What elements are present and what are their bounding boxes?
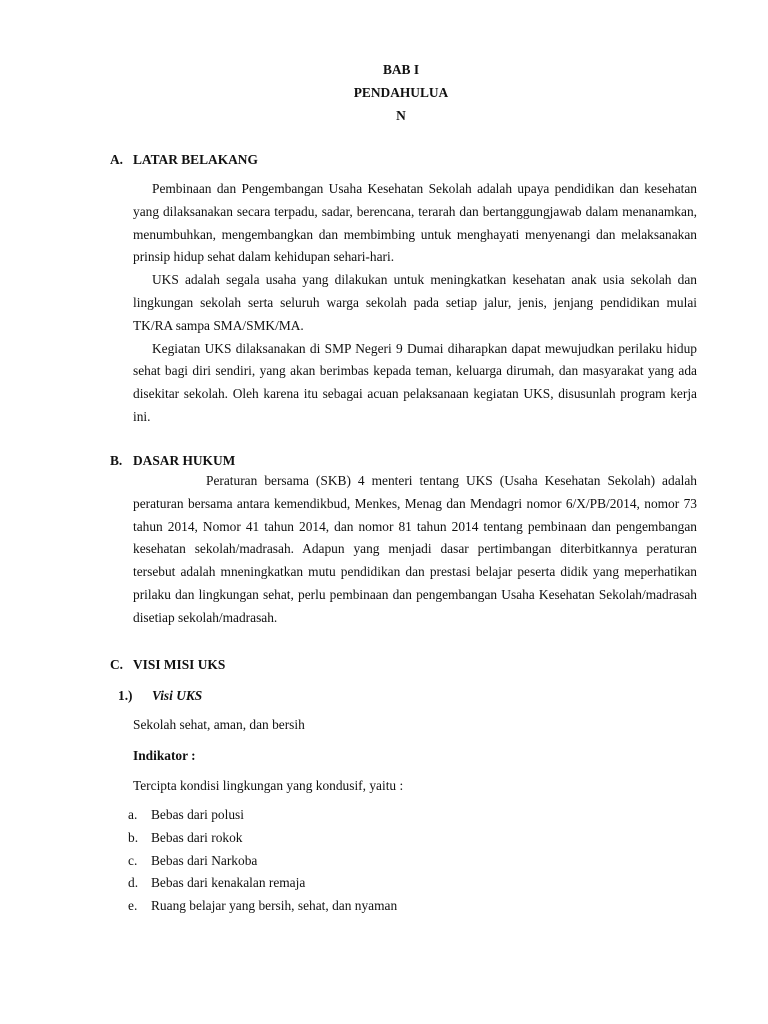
chapter-title-line-1: BAB I	[382, 62, 420, 77]
chapter-title-line-2: PENDAHULUA	[353, 85, 449, 100]
list-item	[128, 850, 397, 873]
section-b-letter: B.	[110, 453, 123, 468]
list-item-letter: e.	[128, 898, 138, 914]
section-a-letter: A.	[110, 152, 124, 167]
visi-number: 1.)	[118, 688, 133, 703]
section-a-paragraph-1: Pembinaan dan Pengembangan Usaha Kesehatan Sekolah adalah upaya pendidikan dan kesehatan yang dilaksanakan secara terpadu, sadar, berencana, terarah dan bertanggungjawab dalam menanamkan, menumbuhkan, mengembangkan dan membimbing untuk menghayati menyenangi dan melaksanakan prinsip hidup sehat dalam kehidupan sehari-hari.	[133, 181, 697, 265]
chapter-title	[0, 58, 768, 127]
section-b-title: DASAR HUKUM	[133, 453, 236, 468]
section-a-body	[133, 178, 697, 429]
list-item	[128, 804, 397, 827]
chapter-title-line-3: N	[396, 108, 406, 123]
list-item-text: Bebas dari kenakalan remaja	[151, 875, 306, 891]
list-item-letter: d.	[128, 875, 139, 891]
section-a-heading	[110, 152, 258, 168]
indikator-label: Indikator :	[133, 748, 196, 763]
visi-statement: Sekolah sehat, aman, dan bersih	[133, 717, 305, 732]
visi-title: Visi UKS	[152, 688, 203, 703]
section-c-letter: C.	[110, 657, 124, 672]
section-a-paragraph-2: UKS adalah segala usaha yang dilakukan untuk meningkatkan kesehatan anak usia sekolah dan lingkungan sekolah serta seluruh warga sekolah pada setiap jalur, jenis, jenjang pendidikan mulai TK/RA sampa SMA/SMK/MA.	[133, 272, 697, 333]
list-item-text: Bebas dari rokok	[151, 829, 243, 845]
list-item-letter: a.	[128, 807, 138, 822]
visi-subheading	[118, 688, 202, 704]
list-item-letter: c.	[128, 852, 138, 868]
list-item-text: Ruang belajar yang bersih, sehat, dan nyaman	[151, 898, 398, 914]
section-a-paragraph-3: Kegiatan UKS dilaksanakan di SMP Negeri 9 Dumai diharapkan dapat mewujudkan perilaku hidup sehat bagi diri sendiri, yang akan berimbas kepada teman, keluarga dirumah, dan masyarakat yang ada disekitar sekolah. Oleh karena itu sebagai acuan pelaksanaan kegiatan UKS, disusunlah program kerja ini.	[133, 340, 697, 424]
list-item-text: Bebas dari Narkoba	[151, 852, 258, 868]
section-c-heading	[110, 657, 225, 673]
list-item	[128, 895, 397, 918]
indikator-list	[128, 804, 397, 918]
list-item-text: Bebas dari polusi	[151, 807, 244, 822]
list-item	[128, 872, 397, 895]
list-item-letter: b.	[128, 829, 139, 845]
section-b-heading	[110, 453, 235, 469]
indikator-intro: Tercipta kondisi lingkungan yang kondusif, yaitu :	[133, 778, 404, 793]
section-b-paragraph: Peraturan bersama (SKB) 4 menteri tentang UKS (Usaha Kesehatan Sekolah) adalah peraturan bersama antara kemendikbud, Menkes, Menag dan Mendagri nomor 6/X/PB/2014, nomor 73 tahun 2014, Nomor 41 tahun 2014, dan nomor 81 tahun 2014 tentang pembinaan dan pengembangan kesehatan sekolah/madrasah. Adapun yang menjadi dasar pertimbangan diterbitkannya peraturan tersebut adalah mneningkatkan mutu pendidikan dan prestasi belajar peserta didik yang meperhatikan prilaku dan lingkungan sehat, perlu pembinaan dan pengembangan Usaha Kesehatan Sekolah/madrasah disetiap sekolah/madrasah.	[133, 473, 697, 625]
list-item	[128, 827, 397, 850]
section-b-body	[133, 470, 697, 630]
section-a-title: LATAR BELAKANG	[133, 152, 258, 167]
section-c-title: VISI MISI UKS	[133, 657, 226, 672]
